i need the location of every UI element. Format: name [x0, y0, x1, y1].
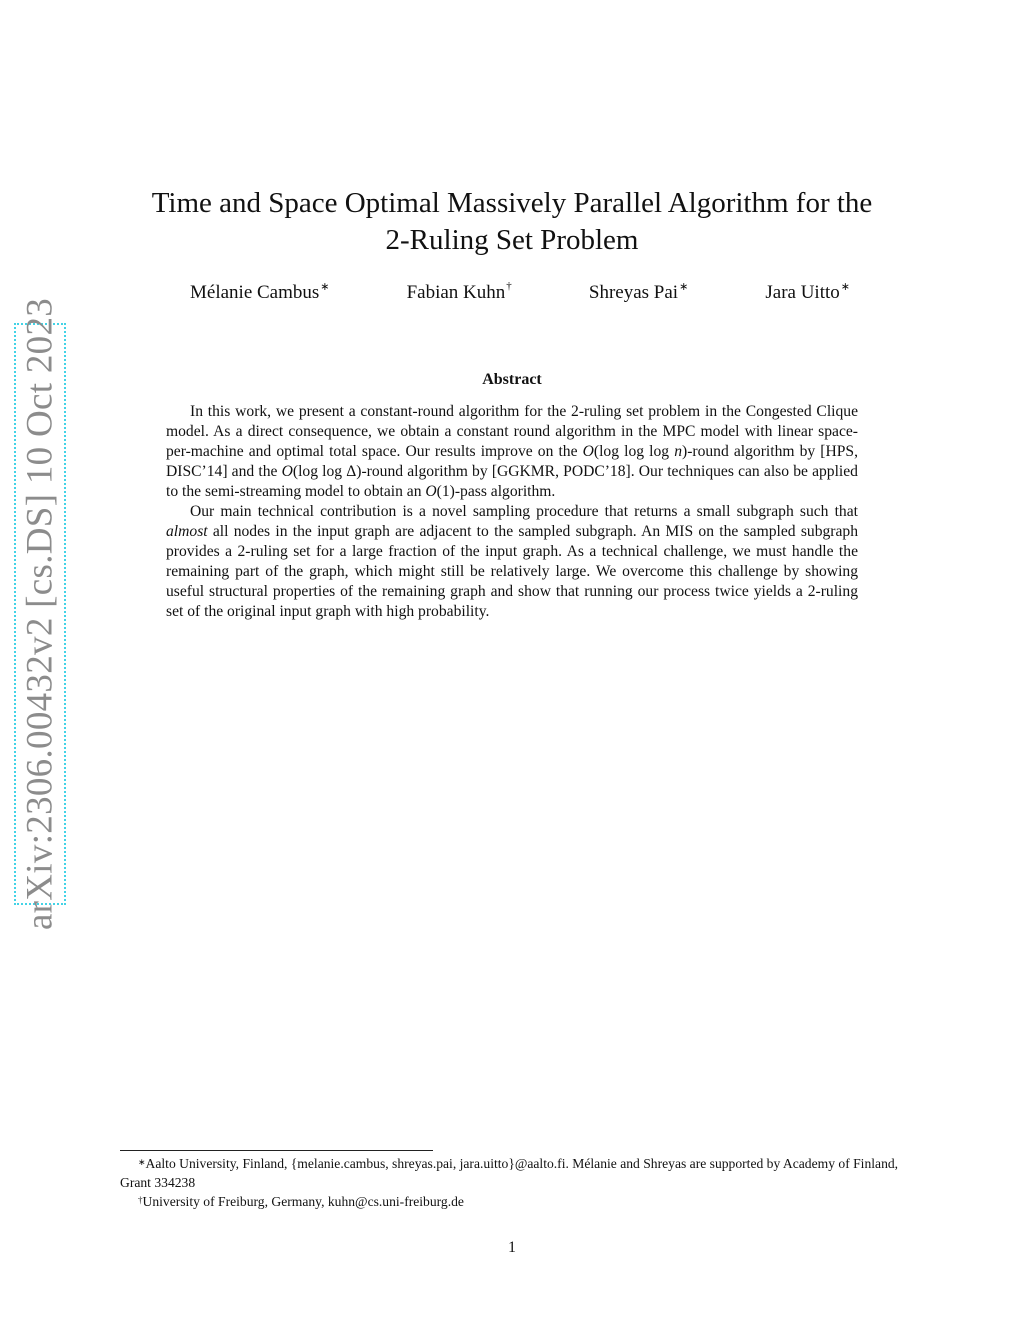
- footnote-2: †University of Freiburg, Germany, kuhn@cs.uni-freiburg.de: [138, 1194, 464, 1209]
- title-line-2: 2-Ruling Set Problem: [385, 224, 639, 256]
- footnotes: [120, 1154, 910, 1211]
- author: Shreyas Pai∗: [588, 281, 689, 303]
- arxiv-stamp: [14, 297, 66, 931]
- affiliation-mark: †: [506, 280, 512, 292]
- author-list: [190, 282, 850, 304]
- footnote-1: ∗Aalto University, Finland, {melanie.cambus, shreyas.pai, jara.uitto}@aalto.fi. Mélanie and Shreyas are supported by Academy of Finland, Grant 334238: [120, 1156, 899, 1190]
- abstract-body: [166, 402, 858, 622]
- footnote-rule: [120, 1150, 433, 1151]
- affiliation-mark: ∗: [840, 281, 850, 293]
- abstract-paragraph-2: Our main technical contribution is a novel sampling procedure that returns a small subgraph such that almost all nodes in the input graph are adjacent to the sampled subgraph. An MIS on the sampled subgraph provides a 2-ruling set for a large fraction of the input graph. As a technical challenge, we must handle the remaining part of the graph, which might still be relatively large. We overcome this challenge by showing useful structural properties of the remaining graph and show that running our process twice yields a 2-ruling set of the original input graph with high probability.: [166, 503, 858, 620]
- arxiv-id-label: arXiv:2306.00432v2 [cs.DS] 10 Oct 2023: [19, 297, 61, 931]
- author: Mélanie Cambus∗: [190, 281, 330, 303]
- abstract-heading: Abstract: [482, 371, 542, 388]
- paper-title: [120, 185, 904, 259]
- abstract-paragraph-1: In this work, we present a constant-round algorithm for the 2-ruling set problem in the Congested Clique model. As a direct consequence, we obtain a constant round algorithm in the MPC model with linear space-per-machine and optimal total space. Our results improve on the O(log log log n)-round algorithm by [HPS, DISC’14] and the O(log log Δ)-round algorithm by [GGKMR, PODC’18]. Our techniques can also be applied to the semi-streaming model to obtain an O(1)-pass algorithm.: [166, 403, 859, 500]
- affiliation-mark: ∗: [320, 281, 330, 293]
- title-line-1: Time and Space Optimal Massively Parallel Algorithm for the: [151, 187, 873, 219]
- page-number: 1: [508, 1239, 516, 1256]
- affiliation-mark: ∗: [679, 281, 689, 293]
- author: Jara Uitto∗: [765, 281, 850, 303]
- author: Fabian Kuhn†: [406, 280, 512, 303]
